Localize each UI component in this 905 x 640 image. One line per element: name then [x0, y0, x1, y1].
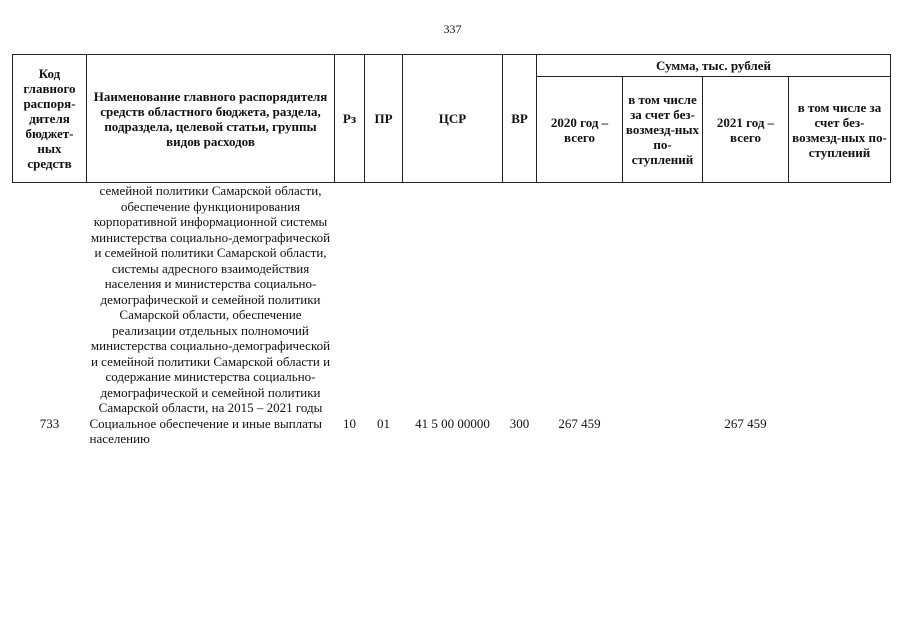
cell-name: Социальное обеспечение и иные выплаты населению	[89, 415, 323, 446]
page-number: 337	[443, 22, 462, 36]
cell-rz: 10	[343, 415, 356, 431]
table-row-continuation	[13, 183, 891, 416]
header-code: Код главного распоря-дителя бюджет-ных средств	[13, 55, 87, 183]
header-rz: Рз	[335, 55, 365, 183]
table-row	[13, 416, 891, 447]
header-csr: ЦСР	[403, 55, 503, 183]
header-2021-total: 2021 год – всего	[703, 77, 789, 183]
header-2020-total: 2020 год – всего	[537, 77, 623, 183]
cell-code: 733	[39, 415, 60, 431]
budget-table	[12, 54, 891, 447]
header-2021-free: в том числе за счет без-возмезд-ных по-ступлений	[789, 77, 891, 183]
header-pr: ПР	[365, 55, 403, 183]
header-2020-free: в том числе за счет без-возмезд-ных по-ступлений	[623, 77, 703, 183]
cell-pr: 01	[377, 415, 390, 431]
cell-2021-total: 267 459	[724, 415, 767, 431]
cell-code	[13, 183, 87, 416]
header-name: Наименование главного распорядителя средств областного бюджета, раздела, подраздела, целевой статьи, группы видов расходов	[87, 55, 335, 183]
cell-2021-free	[789, 416, 891, 447]
cell-csr: 41 5 00 00000	[415, 415, 490, 431]
header-sum: Сумма, тыс. рублей	[537, 55, 891, 77]
cell-2020-free	[623, 416, 703, 447]
header-vr: ВР	[503, 55, 537, 183]
cell-name-continuation: семейной политики Самарской области, обеспечение функционирования корпоративной информационной системы министерства социально-демографической и семейной политики Самарской области, системы адресного взаимодействия населения и министерства социально-демографической и семейной политики Самарской области, обеспечение реализации отдельных полномочий министерства социально-демографической и семейной политики Самарской области и содержание министерства социально-демографической и семейной политики Самарской области, на 2015 – 2021 годы	[90, 183, 331, 415]
cell-2020-total: 267 459	[558, 415, 601, 431]
cell-vr: 300	[509, 415, 530, 431]
